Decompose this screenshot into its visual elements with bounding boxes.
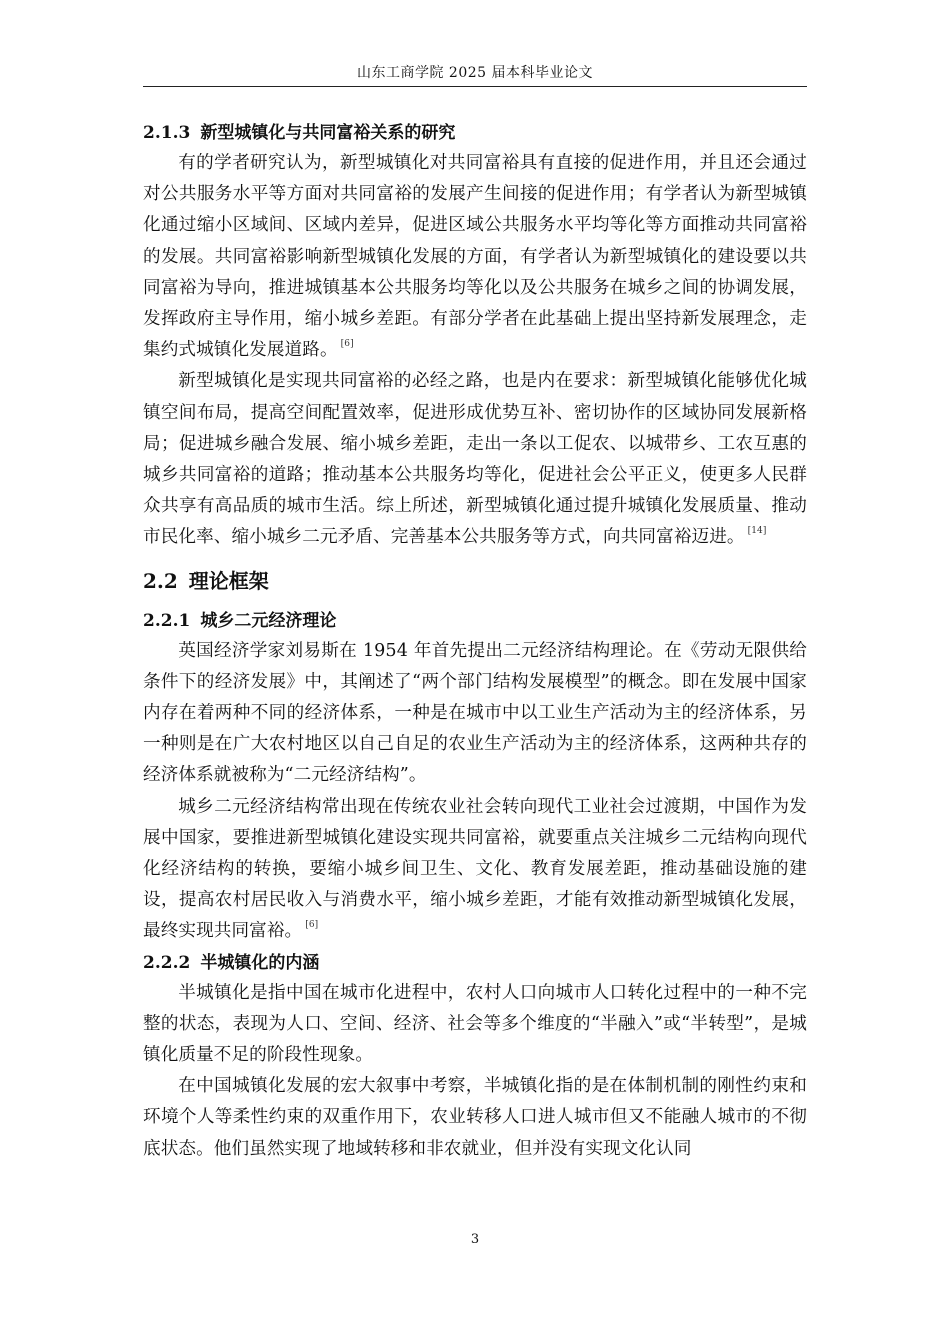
section-2-2-heading bbox=[143, 564, 807, 598]
section-number: 2.2.1 bbox=[143, 610, 191, 631]
running-header: 山东工商学院 2025 届本科毕业论文 bbox=[356, 65, 594, 81]
citation-ref[interactable]: [14] bbox=[747, 526, 767, 537]
paragraph-text: 英国经济学家刘易斯在 1954 年首先提出二元经济结构理论。在《劳动无限供给条件下的经济发展》中，其阐述了“两个部门结构发展模型”的概念。即在发展中国家内存在着两种不同的经济体系，一种是在城市中以工业生产活动为主的经济体系，另一种则是在广大农村地区以自己自足的农业生产活动为主的经济体系，这两种共存的经济体系就被称为“二元经济结构”。 bbox=[143, 640, 807, 786]
section-number: 2.1.3 bbox=[143, 123, 191, 143]
page-body bbox=[143, 118, 807, 1165]
paragraph bbox=[143, 148, 807, 366]
paragraph-text: 半城镇化是指中国在城市化进程中，农村人口向城市人口转化过程中的一种不完整的状态，表现为人口、空间、经济、社会等多个维度的“半融入”或“半转型”，是城镇化质量不足的阶段性现象。 bbox=[143, 982, 807, 1066]
section-2-1-3-heading bbox=[143, 118, 807, 148]
paragraph bbox=[143, 792, 807, 948]
paragraph-text: 城乡二元经济结构常出现在传统农业社会转向现代工业社会过渡期，中国作为发展中国家，要推进新型城镇化建设实现共同富裕，就要重点关注城乡二元结构向现代化经济结构的转换，要缩小城乡间卫生、文化、教育发展差距，推动基础设施的建设，提高农村居民收入与消费水平，缩小城乡差距，才能有效推动新型城镇化发展，最终实现共同富裕。 bbox=[143, 796, 807, 942]
section-2-2-2-heading bbox=[143, 948, 807, 978]
section-2-2-1-heading bbox=[143, 606, 807, 636]
paragraph bbox=[143, 636, 807, 792]
header-rule bbox=[143, 86, 807, 87]
page-number: 3 bbox=[470, 1232, 480, 1247]
section-number: 2.2 bbox=[143, 568, 178, 593]
paragraph bbox=[143, 1071, 807, 1165]
citation-ref[interactable]: [6] bbox=[340, 339, 354, 350]
section-title: 城乡二元经济理论 bbox=[200, 610, 337, 631]
section-number: 2.2.2 bbox=[143, 952, 191, 973]
paragraph bbox=[143, 978, 807, 1072]
section-title: 新型城镇化与共同富裕关系的研究 bbox=[200, 123, 456, 143]
section-title: 理论框架 bbox=[188, 568, 269, 593]
paragraph-text: 有的学者研究认为，新型城镇化对共同富裕具有直接的促进作用，并且还会通过对公共服务水平等方面对共同富裕的发展产生间接的促进作用；有学者认为新型城镇化通过缩小区域间、区域内差异，促进区域公共服务水平均等化等方面推动共同富裕的发展。共同富裕影响新型城镇化发展的方面，有学者认为新型城镇化的建设要以共同富裕为导向，推进城镇基本公共服务均等化以及公共服务在城乡之间的协调发展，发挥政府主导作用，缩小城乡差距。有部分学者在此基础上提出坚持新发展理念，走集约式城镇化发展道路。 bbox=[143, 153, 807, 361]
paragraph-text: 新型城镇化是实现共同富裕的必经之路，也是内在要求：新型城镇化能够优化城镇空间布局，提高空间配置效率，促进形成优势互补、密切协作的区域协同发展新格局；促进城乡融合发展、缩小城乡差距，走出一条以工促农、以城带乡、工农互惠的城乡共同富裕的道路；推动基本公共服务均等化，促进社会公平正义，使更多人民群众共享有高品质的城市生活。综上所述，新型城镇化通过提升城镇化发展质量、推动市民化率、缩小城乡二元矛盾、完善基本公共服务等方式，向共同富裕迈进。 bbox=[143, 371, 807, 548]
paragraph bbox=[143, 366, 807, 553]
citation-ref[interactable]: [6] bbox=[305, 920, 319, 931]
section-title: 半城镇化的内涵 bbox=[200, 952, 320, 973]
paragraph-text: 在中国城镇化发展的宏大叙事中考察，半城镇化指的是在体制机制的刚性约束和环境个人等柔性约束的双重作用下，农业转移人口进人城市但又不能融人城市的不彻底状态。他们虽然实现了地域转移和非农就业，但并没有实现文化认同 bbox=[143, 1076, 807, 1159]
